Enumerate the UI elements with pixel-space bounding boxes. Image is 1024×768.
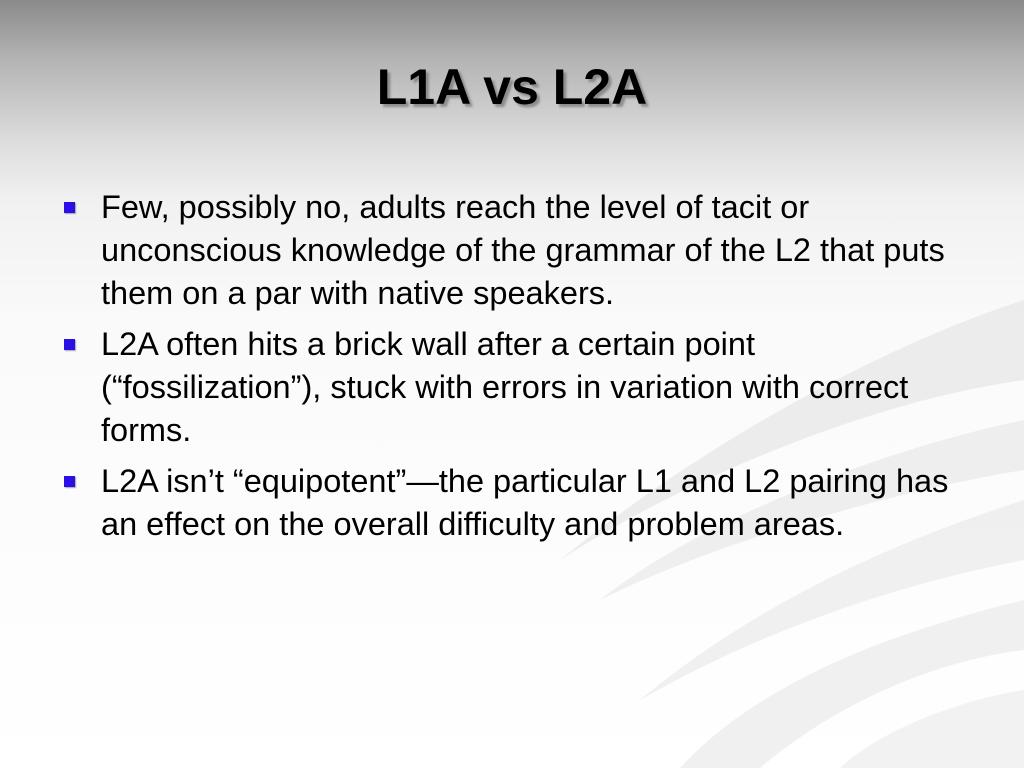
bullet-item — [64, 323, 964, 452]
bullet-text: L2A often hits a brick wall after a certain point (“fossilization”), stuck with errors in variation with correct forms. — [101, 326, 909, 448]
bullet-text: Few, possibly no, adults reach the level of tacit or unconscious knowledge of the grammar of the L2 that puts them on a par with native speakers. — [101, 189, 945, 311]
bullet-list — [64, 186, 964, 554]
bullet-text: L2A isn’t “equipotent”—the particular L1 and L2 pairing has an effect on the overall difficulty and problem areas. — [101, 463, 949, 542]
square-bullet-icon — [64, 202, 75, 213]
square-bullet-icon — [64, 339, 75, 350]
slide-title: L1A vs L2A — [376, 59, 648, 115]
bullet-item — [64, 460, 964, 546]
square-bullet-icon — [64, 476, 75, 487]
bullet-item — [64, 186, 964, 315]
